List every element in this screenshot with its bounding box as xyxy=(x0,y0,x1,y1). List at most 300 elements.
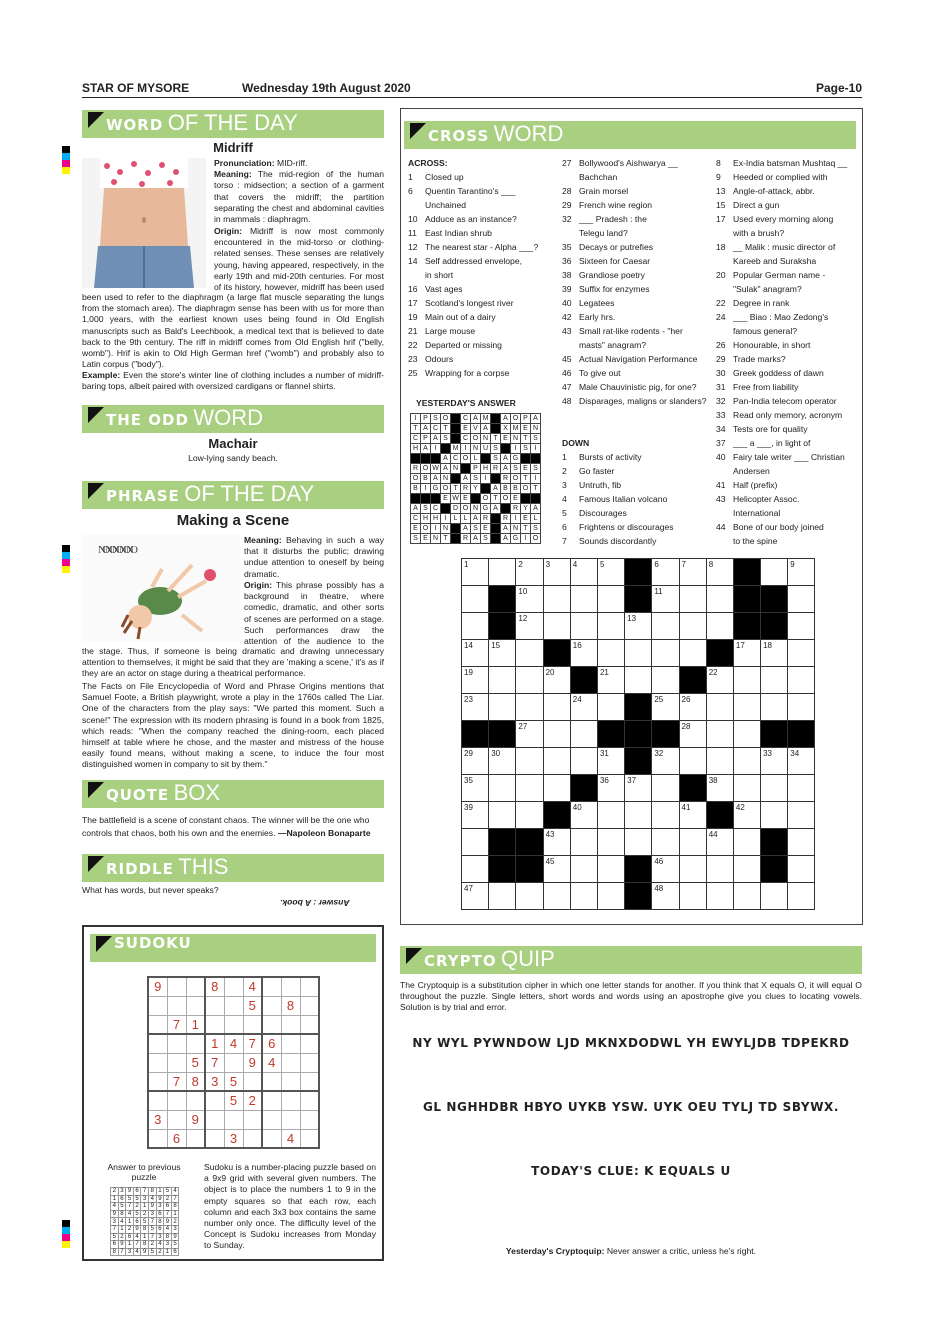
crossword-cell[interactable] xyxy=(543,586,570,613)
crossword-cell[interactable] xyxy=(679,586,706,613)
yesterday-cell: O xyxy=(421,524,431,534)
crossword-cell[interactable] xyxy=(761,856,788,883)
crossword-cell[interactable]: 45 xyxy=(543,856,570,883)
crossword-cell[interactable] xyxy=(625,559,652,586)
crossword-cell[interactable] xyxy=(706,883,733,910)
crossword-cell[interactable] xyxy=(761,775,788,802)
yesterday-cell: N xyxy=(481,434,491,444)
crossword-cell[interactable]: 40 xyxy=(570,802,597,829)
yesterday-cell: R xyxy=(491,464,501,474)
crossword-cell[interactable] xyxy=(597,829,624,856)
yesterday-answer-label: YESTERDAY'S ANSWER xyxy=(416,398,516,408)
crossword-cell[interactable] xyxy=(543,640,570,667)
crossword-cell[interactable] xyxy=(788,856,815,883)
word-origin: Midriff is now most commonly encountered in the mid-torso or clothing-related senses. These senses are relatively young, having appeared, respectively, in the early 19th and mid-20th centuries. For most of its history, however, midriff has been used xyxy=(214,226,384,292)
crossword-cell[interactable]: 35 xyxy=(462,775,489,802)
crossword-cell[interactable]: 18 xyxy=(761,640,788,667)
crossword-cell[interactable] xyxy=(733,829,760,856)
crossword-cell[interactable] xyxy=(489,586,516,613)
sudoku-answer-cell: 6 xyxy=(133,1218,141,1226)
crossword-cell[interactable] xyxy=(733,613,760,640)
yesterday-cell: A xyxy=(531,414,541,424)
crossword-cell[interactable] xyxy=(570,613,597,640)
crossword-cell[interactable] xyxy=(733,748,760,775)
crossword-cell[interactable] xyxy=(516,856,543,883)
clue-item: 30 Greek goddess of dawn xyxy=(716,368,824,378)
sudoku-cell xyxy=(300,977,319,996)
sudoku-cell xyxy=(300,1034,319,1053)
sudoku-cell xyxy=(300,1072,319,1091)
clue-item: 39 Suffix for enzymes xyxy=(562,284,650,294)
crossword-cell[interactable]: 23 xyxy=(462,694,489,721)
crossword-cell[interactable] xyxy=(543,775,570,802)
crossword-cell[interactable] xyxy=(788,883,815,910)
sudoku-cell xyxy=(262,977,281,996)
sudoku-answer-cell: 9 xyxy=(156,1195,164,1203)
crossword-cell[interactable]: 20 xyxy=(543,667,570,694)
crossword-cell[interactable] xyxy=(761,613,788,640)
phrase-origin: This phrase possibly has a background in theatre, where comedic, dramatic, and other sorts of scenes are performed on a stage. Such performances draw the attention of the audience to the xyxy=(244,580,384,646)
crossword-cell[interactable] xyxy=(679,613,706,640)
yesterday-cell: P xyxy=(421,414,431,424)
crossword-cell[interactable] xyxy=(543,748,570,775)
crossword-cell[interactable]: 25 xyxy=(652,694,679,721)
crossword-cell[interactable] xyxy=(489,721,516,748)
sudoku-answer-cell: 6 xyxy=(156,1225,164,1233)
crossword-cell[interactable] xyxy=(516,802,543,829)
yesterday-cell: I xyxy=(411,414,421,424)
crossword-cell[interactable]: 21 xyxy=(597,667,624,694)
crossword-cell[interactable] xyxy=(570,748,597,775)
registration-mark xyxy=(62,1220,70,1248)
clue-item: 24 ___ Biao : Mao Zedong's xyxy=(716,312,829,322)
cryptoquip-banner: CRYPTO QUIP xyxy=(400,946,862,974)
crossword-cell[interactable] xyxy=(788,667,815,694)
sudoku-cell xyxy=(262,996,281,1015)
crossword-cell[interactable]: 4 xyxy=(570,559,597,586)
crossword-cell[interactable] xyxy=(706,640,733,667)
crossword-cell[interactable]: 41 xyxy=(679,802,706,829)
sudoku-answer-cell: 8 xyxy=(171,1203,179,1211)
yesterday-cell: O xyxy=(501,494,511,504)
yesterday-cell: T xyxy=(411,424,421,434)
registration-mark xyxy=(62,545,70,573)
sudoku-answer-cell: 2 xyxy=(133,1203,141,1211)
clue-item: 29 Trade marks? xyxy=(716,354,786,364)
sudoku-answer-cell: 8 xyxy=(141,1225,149,1233)
clue-item: 12 The nearest star - Alpha ___? xyxy=(408,242,539,252)
crossword-cell[interactable] xyxy=(706,586,733,613)
crossword-cell[interactable] xyxy=(489,694,516,721)
cryptoquip-line-2: GL NGHHDBR HBYO UYKB YSW. UYK OEU TYLJ TD SBYWX. xyxy=(422,1100,840,1114)
clue-item: 43 Helicopter Assoc. xyxy=(716,494,800,504)
crossword-cell[interactable]: 5 xyxy=(597,559,624,586)
crossword-cell[interactable] xyxy=(516,775,543,802)
sudoku-answer-cell: 5 xyxy=(148,1225,156,1233)
crossword-cell[interactable] xyxy=(489,829,516,856)
crossword-cell[interactable] xyxy=(761,829,788,856)
odd-word-meaning: Low-lying sandy beach. xyxy=(188,453,278,463)
crossword-cell[interactable]: 30 xyxy=(489,748,516,775)
sudoku-cell xyxy=(186,1129,205,1148)
crossword-cell[interactable] xyxy=(706,613,733,640)
crossword-cell[interactable] xyxy=(761,586,788,613)
crossword-cell[interactable] xyxy=(516,829,543,856)
crossword-cell[interactable] xyxy=(733,694,760,721)
yesterday-cell: A xyxy=(491,504,501,514)
sudoku-answer-cell: 4 xyxy=(171,1188,179,1196)
crossword-cell[interactable] xyxy=(788,802,815,829)
yesterday-cell: T xyxy=(521,474,531,484)
yesterday-cell xyxy=(491,524,501,534)
crossword-cell[interactable]: 48 xyxy=(652,883,679,910)
sudoku-answer-cell: 9 xyxy=(164,1218,172,1226)
crossword-cell[interactable] xyxy=(706,721,733,748)
clue-continuation: with a brush? xyxy=(733,228,785,238)
crossword-cell[interactable] xyxy=(679,748,706,775)
yesterday-cell: C xyxy=(411,514,421,524)
clue-item: 11 East Indian shrub xyxy=(408,228,492,238)
clue-item: 20 Popular German name - xyxy=(716,270,826,280)
crossword-cell[interactable] xyxy=(625,640,652,667)
crossword-cell[interactable]: 26 xyxy=(679,694,706,721)
sudoku-answer-cell: 8 xyxy=(111,1248,119,1256)
yesterday-cell: E xyxy=(421,534,431,544)
sudoku-answer-cell: 8 xyxy=(156,1218,164,1226)
crossword-cell[interactable] xyxy=(679,829,706,856)
crossword-cell[interactable]: 14 xyxy=(462,640,489,667)
crossword-cell[interactable] xyxy=(733,856,760,883)
crossword-cell[interactable] xyxy=(652,640,679,667)
yesterday-cell: R xyxy=(411,464,421,474)
crossword-cell[interactable] xyxy=(788,775,815,802)
sudoku-cell: 6 xyxy=(262,1034,281,1053)
crossword-cell[interactable] xyxy=(570,586,597,613)
crossword-cell[interactable] xyxy=(788,694,815,721)
yesterday-cell: I xyxy=(421,484,431,494)
yesterday-cell xyxy=(431,454,441,464)
word-of-day-banner: WORD OF THE DAY xyxy=(82,110,384,138)
crossword-cell[interactable] xyxy=(761,667,788,694)
clue-item: 8 Ex-India batsman Mushtaq __ xyxy=(716,158,848,168)
sudoku-answer-label: Answer to previous puzzle xyxy=(107,1162,181,1182)
crossword-cell[interactable] xyxy=(462,829,489,856)
crossword-cell[interactable] xyxy=(489,802,516,829)
crossword-cell[interactable] xyxy=(733,775,760,802)
yesterday-cell: E xyxy=(411,524,421,534)
yesterday-cell: T xyxy=(491,434,501,444)
crossword-cell[interactable] xyxy=(597,856,624,883)
crossword-cell[interactable]: 24 xyxy=(570,694,597,721)
cryptoquip-description: The Cryptoquip is a substitution cipher in which one letter stands for another. If you think that X equals O, it will equal O throughout the puzzle. Single letters, short words and words using an apostrophe give you clues to locating vowels. Solution is by trial and error. xyxy=(400,980,862,1013)
crossword-cell[interactable]: 28 xyxy=(679,721,706,748)
crossword-cell[interactable] xyxy=(489,775,516,802)
crossword-cell[interactable] xyxy=(625,883,652,910)
yesterday-cell: P xyxy=(421,434,431,444)
sudoku-description: Sudoku is a number-placing puzzle based on a 9x9 grid with several given numbers. The object is to place the numbers 1 to 9 in the empty squares so that each row, each column and each 3x3 box contains the same number only once. The difficulty level of the Concept is Sudoku increases from Monday to Sunday. xyxy=(204,1162,376,1251)
yesterday-cell: A xyxy=(461,524,471,534)
yesterday-cell: D xyxy=(451,504,461,514)
crossword-cell[interactable] xyxy=(625,829,652,856)
crossword-cell[interactable]: 15 xyxy=(489,640,516,667)
crossword-cell[interactable]: 7 xyxy=(679,559,706,586)
crossword-cell[interactable]: 38 xyxy=(706,775,733,802)
yesterday-cell: O xyxy=(511,474,521,484)
crossword-cell[interactable]: 44 xyxy=(706,829,733,856)
crossword-cell[interactable] xyxy=(788,586,815,613)
crossword-cell[interactable] xyxy=(597,694,624,721)
crossword-cell[interactable] xyxy=(652,667,679,694)
sudoku-cell: 5 xyxy=(224,1072,243,1091)
yesterday-cryptoquip: Never answer a critic, unless he's right. xyxy=(606,1246,757,1256)
crossword-cell[interactable]: 34 xyxy=(788,748,815,775)
crossword-cell[interactable] xyxy=(733,667,760,694)
crossword-cell[interactable] xyxy=(733,883,760,910)
crossword-cell[interactable] xyxy=(570,667,597,694)
cryptoquip-clue: TODAY'S CLUE: K EQUALS U xyxy=(531,1164,731,1178)
clue-item: 4 Famous Italian volcano xyxy=(562,494,668,504)
sudoku-answer-cell: 7 xyxy=(171,1195,179,1203)
crossword-cell[interactable] xyxy=(462,856,489,883)
yesterday-cell xyxy=(491,414,501,424)
yesterday-cell: R xyxy=(511,504,521,514)
crossword-cell[interactable] xyxy=(570,856,597,883)
yesterday-cell xyxy=(451,524,461,534)
crossword-cell[interactable] xyxy=(489,883,516,910)
crossword-cell[interactable] xyxy=(652,829,679,856)
yesterday-cell: G xyxy=(511,534,521,544)
yesterday-cell: N xyxy=(471,504,481,514)
sudoku-answer-cell: 1 xyxy=(141,1233,149,1241)
crossword-cell[interactable] xyxy=(462,586,489,613)
crossword-cell[interactable] xyxy=(543,883,570,910)
crossword-cell[interactable] xyxy=(652,802,679,829)
crossword-cell[interactable]: 33 xyxy=(761,748,788,775)
sudoku-cell xyxy=(262,1110,281,1129)
crossword-cell[interactable] xyxy=(570,829,597,856)
crossword-cell[interactable] xyxy=(543,802,570,829)
crossword-cell[interactable] xyxy=(516,667,543,694)
crossword-cell[interactable]: 31 xyxy=(597,748,624,775)
yesterday-cell: O xyxy=(471,434,481,444)
yesterday-cell: S xyxy=(491,444,501,454)
clue-item: 19 Main out of a dairy xyxy=(408,312,496,322)
crossword-cell[interactable] xyxy=(570,721,597,748)
crossword-cell[interactable] xyxy=(706,802,733,829)
yesterday-cell: I xyxy=(511,444,521,454)
crossword-cell[interactable] xyxy=(597,802,624,829)
crossword-cell[interactable] xyxy=(625,856,652,883)
sudoku-answer-cell: 9 xyxy=(126,1188,134,1196)
crossword-cell[interactable] xyxy=(489,856,516,883)
sudoku-cell xyxy=(148,1129,167,1148)
crossword-banner: CROSS WORD xyxy=(404,121,856,149)
crossword-cell[interactable] xyxy=(570,775,597,802)
yesterday-cell: T xyxy=(521,524,531,534)
sudoku-answer-cell: 5 xyxy=(164,1188,172,1196)
clue-item: 26 Honourable, in short xyxy=(716,340,811,350)
crossword-cell[interactable] xyxy=(679,883,706,910)
crossword-cell[interactable] xyxy=(761,559,788,586)
crossword-cell[interactable]: 47 xyxy=(462,883,489,910)
crossword-cell[interactable]: 43 xyxy=(543,829,570,856)
crossword-cell[interactable] xyxy=(625,694,652,721)
crossword-cell[interactable] xyxy=(706,856,733,883)
yesterday-cell: O xyxy=(411,474,421,484)
crossword-cell[interactable] xyxy=(679,775,706,802)
yesterday-cell: A xyxy=(421,424,431,434)
clue-item: 42 Early hrs. xyxy=(562,312,616,322)
midriff-photo xyxy=(82,158,206,288)
yesterday-cell: E xyxy=(461,494,471,504)
crossword-cell[interactable]: 22 xyxy=(706,667,733,694)
crossword-cell[interactable] xyxy=(597,883,624,910)
yesterday-cell xyxy=(451,424,461,434)
crossword-cell[interactable] xyxy=(489,559,516,586)
crossword-cell[interactable]: 29 xyxy=(462,748,489,775)
crossword-cell[interactable] xyxy=(516,640,543,667)
sudoku-cell xyxy=(281,1034,300,1053)
crossword-cell[interactable] xyxy=(597,640,624,667)
crossword-cell[interactable] xyxy=(516,694,543,721)
crossword-cell[interactable] xyxy=(652,775,679,802)
sudoku-answer-cell: 2 xyxy=(148,1241,156,1249)
crossword-cell[interactable] xyxy=(788,829,815,856)
yesterday-cell: L xyxy=(451,514,461,524)
crossword-cell[interactable] xyxy=(706,694,733,721)
sudoku-answer-cell: 6 xyxy=(171,1248,179,1256)
clue-item: 25 Wrapping for a corpse xyxy=(408,368,510,378)
yesterday-cell xyxy=(421,454,431,464)
crossword-cell[interactable] xyxy=(788,721,815,748)
crossword-cell[interactable]: 10 xyxy=(516,586,543,613)
crossword-cell[interactable] xyxy=(625,802,652,829)
crossword-cell[interactable]: 36 xyxy=(597,775,624,802)
crossword-cell[interactable]: 6 xyxy=(652,559,679,586)
page-header xyxy=(82,80,862,98)
crossword-cell[interactable] xyxy=(462,721,489,748)
crossword-cell[interactable]: 13 xyxy=(625,613,652,640)
sudoku-cell xyxy=(300,1015,319,1034)
crossword-cell[interactable]: 39 xyxy=(462,802,489,829)
crossword-cell[interactable] xyxy=(516,748,543,775)
crossword-cell[interactable] xyxy=(597,721,624,748)
crossword-cell[interactable]: 46 xyxy=(652,856,679,883)
crossword-cell[interactable] xyxy=(788,613,815,640)
crossword-cell[interactable] xyxy=(625,586,652,613)
crossword-cell[interactable]: 11 xyxy=(652,586,679,613)
crossword-cell[interactable] xyxy=(733,721,760,748)
crossword-cell[interactable] xyxy=(679,640,706,667)
crossword-cell[interactable]: 9 xyxy=(788,559,815,586)
crossword-cell[interactable]: 8 xyxy=(706,559,733,586)
yesterday-crossword-grid xyxy=(410,413,541,544)
crossword-cell[interactable] xyxy=(462,613,489,640)
quote-banner: QUOTE BOX xyxy=(82,780,384,808)
yesterday-cell: I xyxy=(531,444,541,454)
sudoku-cell xyxy=(167,1091,186,1110)
crossword-cell[interactable] xyxy=(652,613,679,640)
yesterday-cell: W xyxy=(432,464,439,472)
yesterday-cell: M xyxy=(451,444,461,454)
yesterday-cell xyxy=(481,454,491,464)
sudoku-cell xyxy=(167,1110,186,1129)
sudoku-cell xyxy=(186,1034,205,1053)
crossword-cell[interactable] xyxy=(625,721,652,748)
cartoon-text: NO NO NO NO NO xyxy=(98,544,138,556)
crossword-cell[interactable] xyxy=(597,586,624,613)
sudoku-cell xyxy=(205,1091,224,1110)
clue-item: 40 Fairy tale writer ___ Christian xyxy=(716,452,845,462)
yesterday-cell: O xyxy=(531,534,541,544)
crossword-cell[interactable]: 19 xyxy=(462,667,489,694)
crossword-cell[interactable] xyxy=(625,667,652,694)
crossword-cell[interactable] xyxy=(761,721,788,748)
crossword-cell[interactable]: 12 xyxy=(516,613,543,640)
crossword-cell[interactable]: 3 xyxy=(543,559,570,586)
sudoku-cell xyxy=(243,1072,262,1091)
crossword-cell[interactable] xyxy=(733,559,760,586)
yesterday-cell: S xyxy=(491,454,501,464)
crossword-cell[interactable] xyxy=(761,802,788,829)
crossword-cell[interactable] xyxy=(706,748,733,775)
crossword-grid xyxy=(461,558,815,910)
crossword-cell[interactable] xyxy=(733,586,760,613)
sudoku-cell xyxy=(300,1053,319,1072)
crossword-cell[interactable] xyxy=(570,883,597,910)
crossword-cell[interactable] xyxy=(543,694,570,721)
sudoku-cell xyxy=(300,1110,319,1129)
yesterday-cell: X xyxy=(501,424,511,434)
crossword-cell[interactable]: 2 xyxy=(516,559,543,586)
yesterday-cell: T xyxy=(441,534,451,544)
crossword-cell[interactable] xyxy=(489,667,516,694)
sudoku-answer-cell: 7 xyxy=(126,1203,134,1211)
yesterday-cell: R xyxy=(461,484,471,494)
crossword-cell[interactable]: 42 xyxy=(733,802,760,829)
clue-continuation: Telegu land? xyxy=(579,228,628,238)
crossword-cell[interactable] xyxy=(679,667,706,694)
sudoku-cell xyxy=(167,1034,186,1053)
crossword-cell[interactable]: 16 xyxy=(570,640,597,667)
crossword-cell[interactable] xyxy=(543,721,570,748)
crossword-cell[interactable] xyxy=(652,721,679,748)
crossword-cell[interactable] xyxy=(788,640,815,667)
sudoku-cell: 9 xyxy=(186,1110,205,1129)
sudoku-cell: 1 xyxy=(186,1015,205,1034)
crossword-cell[interactable] xyxy=(679,856,706,883)
crossword-cell[interactable] xyxy=(761,694,788,721)
crossword-cell[interactable]: 1 xyxy=(462,559,489,586)
sudoku-answer-cell: 5 xyxy=(111,1233,119,1241)
crossword-cell[interactable]: 32 xyxy=(652,748,679,775)
crossword-cell[interactable] xyxy=(761,883,788,910)
crossword-cell[interactable]: 37 xyxy=(625,775,652,802)
yesterday-cell: C xyxy=(411,434,421,444)
crossword-cell[interactable] xyxy=(489,613,516,640)
crossword-cell[interactable]: 27 xyxy=(516,721,543,748)
crossword-cell[interactable] xyxy=(625,748,652,775)
down-clues-2 xyxy=(716,156,862,548)
sudoku-answer-cell: 9 xyxy=(133,1225,141,1233)
crossword-cell[interactable] xyxy=(543,613,570,640)
crossword-cell[interactable]: 17 xyxy=(733,640,760,667)
crossword-cell[interactable] xyxy=(516,883,543,910)
clue-item: 46 To give out xyxy=(562,368,621,378)
crossword-cell[interactable] xyxy=(597,613,624,640)
yesterday-cell: O xyxy=(511,414,521,424)
yesterday-cell: E xyxy=(521,514,531,524)
